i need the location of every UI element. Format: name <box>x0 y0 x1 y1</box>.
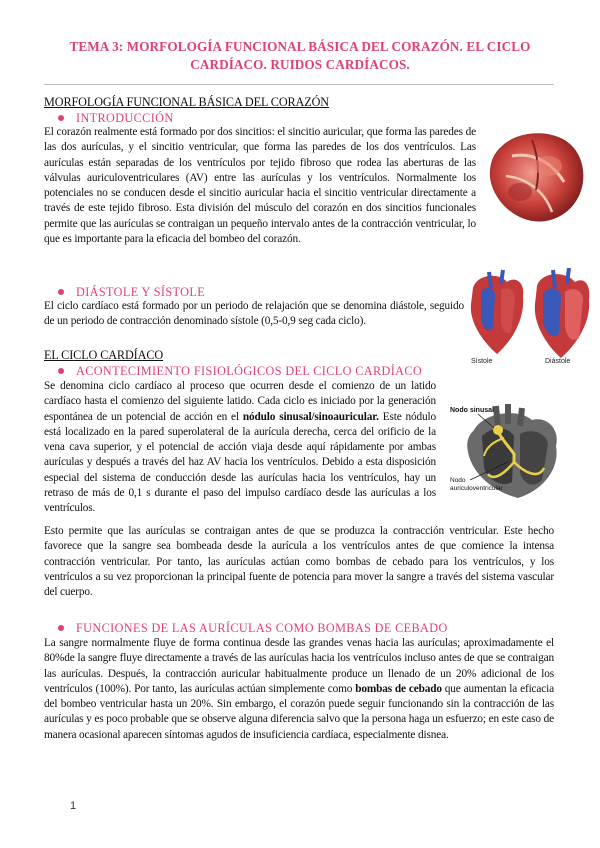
bullet-introduccion <box>58 111 174 125</box>
bullet-dot-icon <box>58 289 64 295</box>
ciclo-paragraph-a <box>44 379 436 517</box>
funciones-text-1: La sangre normalmente fluye de forma continua desde las grandes venas hacia las aurículas; aproximadamente el 80%de la sangre fluye directamente a través de las aurículas hacia los ventrículos incluso antes de que se contraigan las aurículas. Después, la contracción auricular habitualmente produce un llenado de un 20% adicional de los ventrículos (100%). Por tanto, las aurículas actúan simplemente como <box>44 637 554 695</box>
systole-diastole-image <box>463 268 593 368</box>
bullet-diastole-sistole <box>58 285 205 299</box>
intro-text: El corazón realmente está formado por dos sincitios: el sincitio auricular, que forma las paredes de las dos aurículas, y el sincitio ventricular, que forma las paredes de los dos ventrículos. Las aurículas están separadas de los ventrículos por tejido fibroso que rodea las aberturas de las válvulas auriculoventriculares (AV) entre las aurículas y los ventrículos. Normalmente los potenciales no se conducen desde el sincitio auricular hacia el sincitio ventricular directamente a través de este tejido fibroso. Esta división del músculo del corazón en dos sincitios funcionales permite que las aurículas se contraigan un pequeño intervalo antes de la contracción ventricular, lo que es importante para la eficacia del bombeo del corazón. <box>44 126 476 246</box>
ciclo-text-b: Esto permite que las aurículas se contraigan antes de que se produzca la contracción ventricular. Este hecho favorece que la sangre sea bombeada desde la aurícula a los ventrículos antes de que comience la intensa contracción ventricular. Por tanto, las aurículas actúan como bombas de cebado para los ventrículos, y los ventrículos a su vez proporcionan la principal fuente de potencia para mover la sangre a través del sistema vascular del cuerpo. <box>44 525 554 599</box>
av-node-label-2: auriculoventricular <box>450 485 503 492</box>
ciclo-text-a1: Se denomina ciclo cardíaco al proceso que ocurren desde el comienzo de un latido cardíaco hasta el comienzo del siguiente latido. Cada ciclo es iniciado por la generación espontánea de un potencial de acción en el <box>44 380 436 423</box>
ciclo-text-a2: Este nódulo está localizado en la pared superolateral de la aurícula derecha, cerca del orificio de la vena cava superior, y el potencial de acción viaja desde aquí rápidamente por ambas aurículas y después a través del haz AV hacia los ventrículos. Debido a esta disposición especial del sistema de conducción desde las aurículas hacia los ventrículos, hay un retraso de más de 0,1 s durante el paso del impulso cardíaco desde las aurículas a los ventrículos. <box>44 410 436 515</box>
title-divider <box>44 84 554 85</box>
funciones-paragraph <box>44 636 554 743</box>
bombas-cebado-bold: bombas de cebado <box>355 682 442 695</box>
bullet-label: DIÁSTOLE Y SÍSTOLE <box>76 285 206 299</box>
bullet-funciones-auriculas <box>58 621 448 635</box>
intro-paragraph-a <box>44 125 476 247</box>
diastole-paragraph <box>44 299 464 330</box>
section-heading-ciclo: EL CICLO CARDÍACO <box>44 348 164 362</box>
nodulo-sinusal-bold: nódulo sinusal/sinoauricular. <box>242 410 379 423</box>
diastole-label: Diástole <box>545 358 571 365</box>
ciclo-paragraph-b <box>44 524 554 600</box>
conduction-system-image <box>448 402 582 502</box>
bullet-dot-icon <box>58 115 64 121</box>
document-title: TEMA 3: MORFOLOGÍA FUNCIONAL BÁSICA DEL CORAZÓN. EL CICLO CARDÍACO. RUIDOS CARDÍACOS. <box>69 39 531 72</box>
sinus-node-label: Nodo sinusal <box>450 407 494 414</box>
systole-label: Sístole <box>471 358 493 365</box>
bullet-dot-icon <box>58 368 64 374</box>
funciones-text-2: que aumentan la eficacia del bombeo ventricular hasta un 20%. Sin embargo, el corazón puede seguir funcionando sin la contracción de las aurículas y es poco probable que se observe alguna diferencia salvo que la persona haga un esfuerzo; en este caso de manera ocasional aparecen síntomas agudos de insuficiencia cardíaca, especialmente disnea. <box>44 682 554 741</box>
bullet-dot-icon <box>58 625 64 631</box>
diastole-text: El ciclo cardíaco está formado por un periodo de relajación que se denomina diástole, seguido de un periodo de contracción denominado sístole (0,5-0,9 seg cada ciclo). <box>44 300 464 328</box>
page-number: 1 <box>70 800 77 812</box>
heart-anatomy-image <box>482 126 592 228</box>
section-heading-morfologia: MORFOLOGÍA FUNCIONAL BÁSICA DEL CORAZÓN <box>44 95 330 109</box>
bullet-label: ACONTECIMIENTO FISIOLÓGICOS DEL CICLO CARDÍACO <box>76 364 423 378</box>
av-node-label-1: Nodo <box>450 477 466 484</box>
bullet-acontecimientos <box>58 364 422 378</box>
bullet-label: INTRODUCCIÓN <box>76 111 174 125</box>
bullet-label: FUNCIONES DE LAS AURÍCULAS COMO BOMBAS DE CEBADO <box>76 621 448 635</box>
